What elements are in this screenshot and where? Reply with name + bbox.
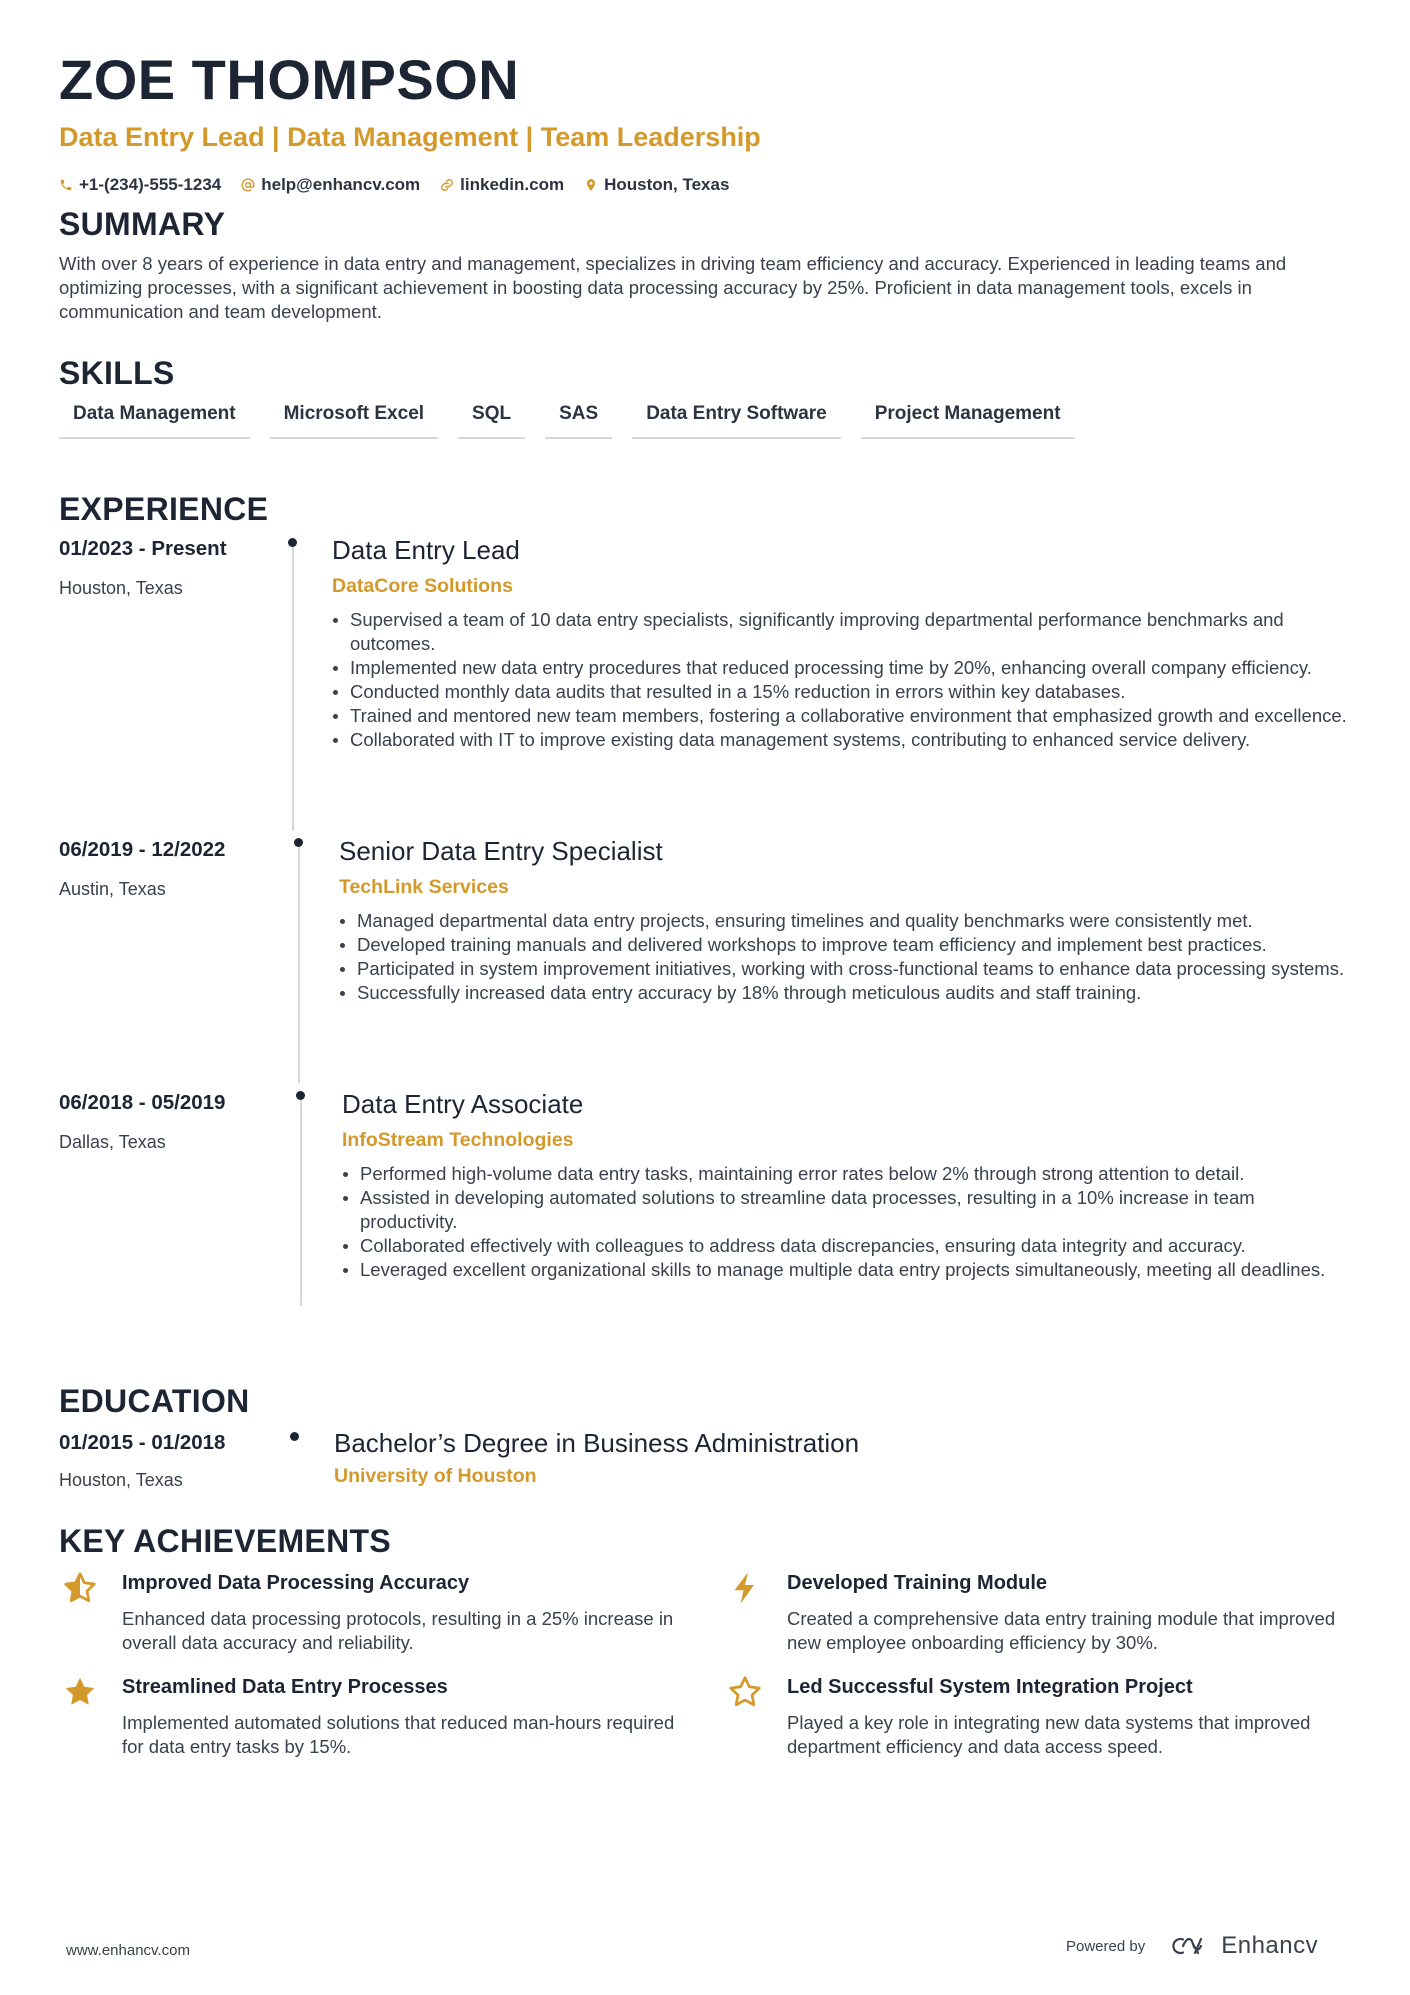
enhancv-logo-icon bbox=[1169, 1935, 1215, 1957]
experience-section bbox=[59, 493, 1351, 525]
experience-location: Dallas, Texas bbox=[59, 1132, 166, 1152]
bullet-item: Participated in system improvement initiatives, working with cross-functional teams to enhance data processing systems. bbox=[332, 957, 1352, 981]
timeline-line bbox=[292, 543, 294, 831]
bullet-item: Developed training manuals and delivered workshops to improve team efficiency and implement best practices. bbox=[332, 933, 1352, 957]
education-details bbox=[334, 1428, 1334, 1488]
education-section bbox=[59, 1385, 1351, 1417]
contact-email[interactable] bbox=[241, 175, 420, 195]
achievement-description: Created a comprehensive data entry training module that improved new employee onboarding efficiency by 30%. bbox=[787, 1608, 1336, 1653]
contact-phone-text: +1-(234)-555-1234 bbox=[79, 175, 222, 194]
bullet-item: Collaborated effectively with colleagues to address data discrepancies, ensuring data integrity and accuracy. bbox=[335, 1234, 1352, 1258]
enhancv-logo bbox=[1169, 1932, 1318, 1960]
bullet-item: Collaborated with IT to improve existing data management systems, contributing to enhanced service delivery. bbox=[325, 728, 1352, 752]
skill-tag: Data Entry Software bbox=[632, 403, 841, 439]
education-meta bbox=[59, 1431, 299, 1491]
location-pin-icon bbox=[584, 178, 598, 192]
bullet-item: Implemented new data entry procedures that reduced processing time by 20%, enhancing overall company efficiency. bbox=[325, 656, 1352, 680]
link-icon bbox=[440, 178, 454, 192]
star-outline-icon bbox=[727, 1674, 763, 1710]
bullet-item: Trained and mentored new team members, fostering a collaborative environment that emphasized growth and excellence. bbox=[325, 704, 1352, 728]
experience-location: Austin, Texas bbox=[59, 879, 166, 899]
contact-linkedin-text: linkedin.com bbox=[460, 175, 565, 194]
half-star-icon bbox=[62, 1570, 98, 1606]
experience-company: InfoStream Technologies bbox=[342, 1129, 574, 1151]
resume-page bbox=[59, 40, 1351, 195]
contact-bar bbox=[59, 175, 1351, 195]
timeline-dot bbox=[288, 538, 297, 547]
contact-location bbox=[584, 175, 729, 195]
achievements-title: KEY ACHIEVEMENTS bbox=[59, 1523, 391, 1559]
summary-text: With over 8 years of experience in data entry and management, specializes in driving team efficiency and accuracy. Experienced in leading teams and optimizing processes, with a significant achievement in boosting data processing accuracy by 25%. Proficient in data management tools, excels in communication and team development. bbox=[59, 253, 1287, 322]
skill-tag: Project Management bbox=[861, 403, 1075, 439]
experience-role: Data Entry Lead bbox=[332, 535, 520, 565]
enhancv-logo-text: Enhancv bbox=[1221, 1932, 1319, 1959]
education-title: EDUCATION bbox=[59, 1383, 250, 1419]
bullet-item: Assisted in developing automated solutions to streamline data processes, resulting in a 10% increase in team productivity. bbox=[335, 1186, 1352, 1234]
experience-company: TechLink Services bbox=[339, 876, 509, 898]
bullet-item: Performed high-volume data entry tasks, maintaining error rates below 2% through strong attention to detail. bbox=[335, 1162, 1352, 1186]
experience-details bbox=[342, 1089, 1352, 1282]
achievement-title: Led Successful System Integration Project bbox=[787, 1676, 1193, 1698]
experience-details bbox=[332, 535, 1352, 752]
bullet-item: Supervised a team of 10 data entry specialists, significantly improving departmental performance benchmarks and outcomes. bbox=[325, 608, 1352, 656]
contact-email-text: help@enhancv.com bbox=[261, 175, 421, 194]
experience-company: DataCore Solutions bbox=[332, 575, 513, 597]
powered-by-label: Powered by bbox=[1066, 1937, 1146, 1955]
experience-role: Data Entry Associate bbox=[342, 1089, 584, 1119]
candidate-name: ZOE THOMPSON bbox=[59, 48, 520, 111]
experience-dates: 06/2019 - 12/2022 bbox=[59, 838, 226, 861]
timeline-dot bbox=[296, 1091, 305, 1100]
experience-role: Senior Data Entry Specialist bbox=[339, 836, 663, 866]
experience-bullets bbox=[325, 608, 1352, 752]
education-school: University of Houston bbox=[334, 1465, 537, 1487]
experience-location: Houston, Texas bbox=[59, 578, 183, 598]
achievement-title: Developed Training Module bbox=[787, 1572, 1048, 1594]
timeline-line bbox=[300, 1096, 302, 1306]
experience-details bbox=[339, 836, 1352, 1005]
headline: Data Entry Lead | Data Management | Team Leadership bbox=[59, 122, 761, 152]
bullet-item: Successfully increased data entry accuracy by 18% through meticulous audits and staff training. bbox=[332, 981, 1352, 1005]
bullet-item: Conducted monthly data audits that resulted in a 15% reduction in errors within key databases. bbox=[325, 680, 1352, 704]
bullet-item: Leveraged excellent organizational skills to manage multiple data entry projects simultaneously, meeting all deadlines. bbox=[335, 1258, 1352, 1282]
experience-dates: 06/2018 - 05/2019 bbox=[59, 1091, 226, 1114]
skills-list bbox=[59, 403, 1351, 439]
achievement-description: Enhanced data processing protocols, resulting in a 25% increase in overall data accuracy and reliability. bbox=[122, 1608, 674, 1653]
skill-tag: Microsoft Excel bbox=[270, 403, 438, 439]
achievement-description: Implemented automated solutions that reduced man-hours required for data entry tasks by 15%. bbox=[122, 1712, 675, 1757]
summary-section bbox=[59, 208, 1351, 324]
contact-location-text: Houston, Texas bbox=[604, 175, 730, 194]
education-dates: 01/2015 - 01/2018 bbox=[59, 1431, 226, 1454]
experience-bullets bbox=[335, 1162, 1352, 1282]
achievement-title: Improved Data Processing Accuracy bbox=[122, 1572, 470, 1594]
skills-title: SKILLS bbox=[59, 355, 175, 391]
footer-website[interactable]: www.enhancv.com bbox=[66, 1942, 190, 1959]
experience-dates: 01/2023 - Present bbox=[59, 537, 227, 560]
skills-section bbox=[59, 357, 1351, 439]
skill-tag: Data Management bbox=[59, 403, 250, 439]
education-degree: Bachelor’s Degree in Business Administration bbox=[334, 1428, 860, 1458]
achievement-description: Played a key role in integrating new data systems that improved department efficiency and data access speed. bbox=[787, 1712, 1311, 1757]
timeline-dot bbox=[294, 838, 303, 847]
contact-linkedin[interactable] bbox=[440, 175, 564, 195]
timeline-line bbox=[298, 843, 300, 1083]
star-icon bbox=[62, 1674, 98, 1710]
at-icon bbox=[241, 178, 255, 192]
phone-icon bbox=[59, 178, 73, 192]
experience-bullets bbox=[332, 909, 1352, 1005]
lightning-bolt-icon bbox=[727, 1570, 763, 1606]
footer-branding[interactable] bbox=[1066, 1932, 1318, 1960]
summary-title: SUMMARY bbox=[59, 206, 226, 242]
education-location: Houston, Texas bbox=[59, 1470, 183, 1490]
contact-phone[interactable] bbox=[59, 175, 221, 195]
bullet-item: Managed departmental data entry projects, ensuring timelines and quality benchmarks were consistently met. bbox=[332, 909, 1352, 933]
skill-tag: SAS bbox=[545, 403, 612, 439]
skill-tag: SQL bbox=[458, 403, 525, 439]
achievement-title: Streamlined Data Entry Processes bbox=[122, 1676, 448, 1698]
experience-title: EXPERIENCE bbox=[59, 491, 269, 527]
achievements-section bbox=[59, 1525, 1351, 1557]
